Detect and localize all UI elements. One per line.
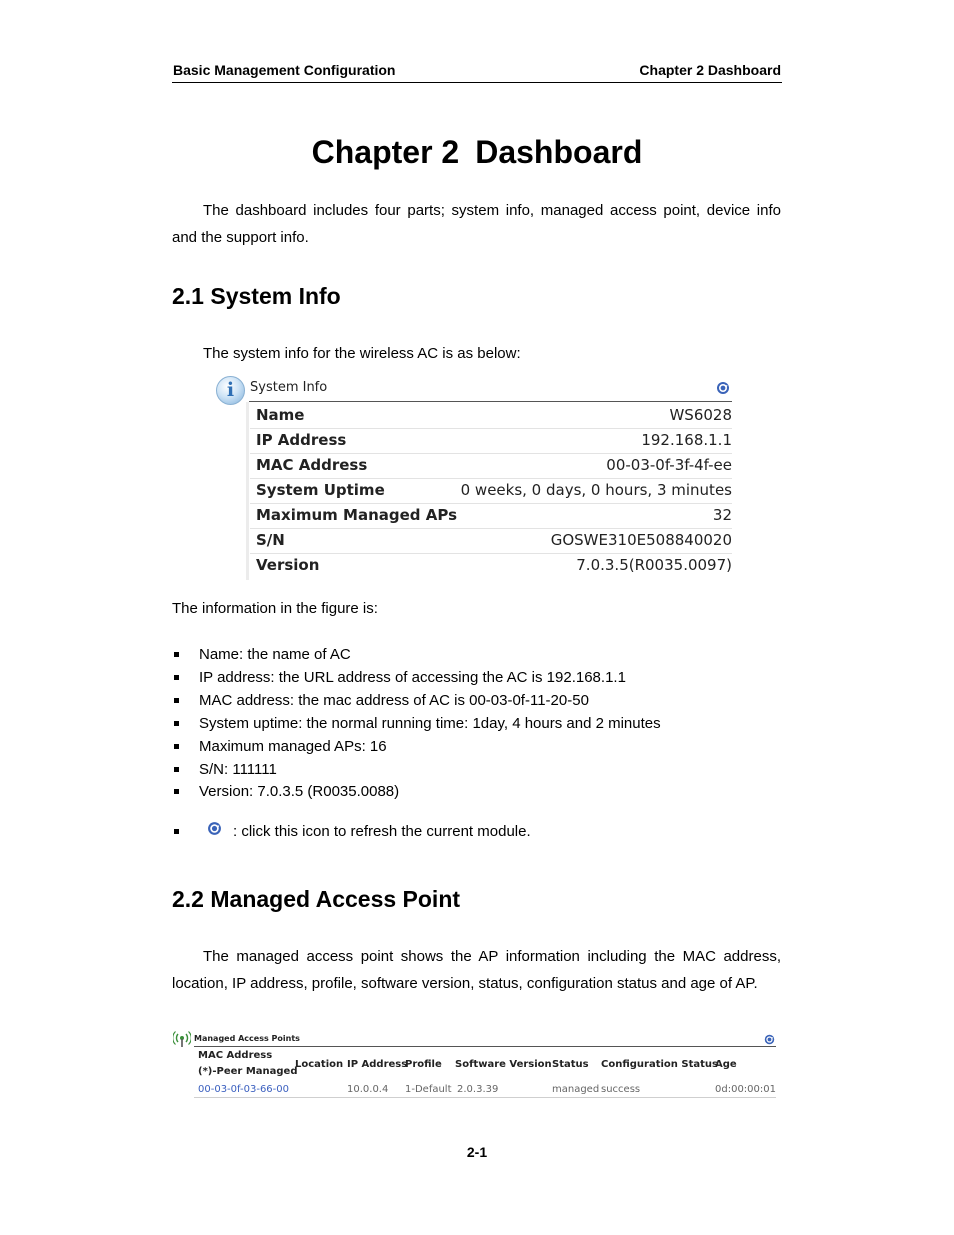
cell-config: success xyxy=(601,1084,641,1095)
row-value: GOSWE310E508840020 xyxy=(550,531,732,549)
widget-divider xyxy=(249,401,732,402)
list-item: Version: 7.0.3.5 (R0035.0088) xyxy=(199,783,400,800)
row-label: Maximum Managed APs xyxy=(256,506,458,524)
cell-profile: 1-Default xyxy=(405,1084,452,1095)
bullet-marker xyxy=(174,789,179,794)
cell-age: 0d:00:00:01 xyxy=(715,1084,776,1095)
list-item: S/N: 111111 xyxy=(199,761,277,778)
widget-divider xyxy=(194,1046,776,1047)
col-location: Location xyxy=(295,1059,344,1070)
row-label: S/N xyxy=(256,531,285,549)
row-system-uptime xyxy=(250,478,732,504)
col-software-version: Software Version xyxy=(455,1059,552,1070)
bullet-marker xyxy=(174,721,179,726)
row-divider xyxy=(194,1097,776,1098)
header-right: Chapter 2 Dashboard xyxy=(639,62,781,78)
managed-ap-paragraph xyxy=(172,943,781,997)
refresh-icon[interactable] xyxy=(764,1034,775,1045)
cell-ip: 10.0.0.4 xyxy=(347,1084,389,1095)
bullet-marker xyxy=(174,675,179,680)
managed-ap-title: Managed Access Points xyxy=(194,1034,300,1043)
header-left: Basic Management Configuration xyxy=(173,62,396,78)
row-version xyxy=(250,553,732,578)
refresh-icon[interactable] xyxy=(207,821,222,836)
wireless-ap-icon xyxy=(173,1030,191,1048)
intro-text: The dashboard includes four parts; system info, managed access point, device info and the support info. xyxy=(172,202,781,246)
bullet-marker xyxy=(174,744,179,749)
row-sn xyxy=(250,528,732,554)
page-header xyxy=(172,62,782,83)
section-heading-system-info: 2.1 System Info xyxy=(172,283,341,309)
section-heading-managed-ap: 2.2 Managed Access Point xyxy=(172,886,461,912)
col-profile: Profile xyxy=(405,1059,442,1070)
row-mac-address xyxy=(250,453,732,479)
row-value: 00-03-0f-3f-4f-ee xyxy=(606,456,732,474)
row-value: WS6028 xyxy=(669,406,732,424)
row-name xyxy=(250,403,732,429)
list-item: IP address: the URL address of accessing the AC is 192.168.1.1 xyxy=(199,669,626,686)
figure-intro: The information in the figure is: xyxy=(172,600,378,617)
cell-status: managed xyxy=(552,1084,600,1095)
bullet-marker xyxy=(174,652,179,657)
row-max-managed-aps xyxy=(250,503,732,529)
col-mac-address: MAC Address xyxy=(198,1050,273,1061)
info-icon: i xyxy=(216,376,245,405)
row-value: 32 xyxy=(712,506,732,524)
list-item: System uptime: the normal running time: 1day, 4 hours and 2 minutes xyxy=(199,715,661,732)
cell-mac-link[interactable]: 00-03-0f-03-66-00 xyxy=(198,1084,290,1095)
col-status: Status xyxy=(552,1059,589,1070)
page-number: 2-1 xyxy=(466,1144,488,1160)
list-item: Maximum managed APs: 16 xyxy=(199,738,387,755)
system-info-title: System Info xyxy=(250,380,328,395)
managed-access-points-widget xyxy=(172,1028,777,1100)
row-value: 192.168.1.1 xyxy=(641,431,732,449)
row-label: MAC Address xyxy=(256,456,368,474)
chapter-number: Chapter 2 xyxy=(311,134,460,170)
refresh-note: : click this icon to refresh the current module. xyxy=(233,823,531,840)
system-info-widget xyxy=(216,372,736,582)
widget-shade xyxy=(246,402,249,580)
row-label: Version xyxy=(256,556,320,574)
col-peer-managed: (*)-Peer Managed xyxy=(198,1066,298,1077)
row-label: Name xyxy=(256,406,305,424)
row-label: System Uptime xyxy=(256,481,385,499)
col-age: Age xyxy=(715,1059,737,1070)
cell-software: 2.0.3.39 xyxy=(457,1084,499,1095)
row-value: 0 weeks, 0 days, 0 hours, 3 minutes xyxy=(460,481,732,499)
bullet-marker xyxy=(174,698,179,703)
managed-ap-text: The managed access point shows the AP information including the MAC address, location, IP address, profile, software version, status, configuration status and age of AP. xyxy=(172,948,781,992)
bullet-marker xyxy=(174,767,179,772)
row-value: 7.0.3.5(R0035.0097) xyxy=(576,556,732,574)
bullet-marker xyxy=(174,829,179,834)
row-ip-address xyxy=(250,428,732,454)
list-item: MAC address: the mac address of AC is 00-03-0f-11-20-50 xyxy=(199,692,589,709)
col-ip-address: IP Address xyxy=(347,1059,408,1070)
refresh-icon[interactable] xyxy=(716,381,730,395)
list-item: Name: the name of AC xyxy=(199,646,351,663)
chapter-name: Dashboard xyxy=(475,134,643,170)
system-info-lead: The system info for the wireless AC is as below: xyxy=(203,345,521,362)
col-configuration-status: Configuration Status xyxy=(601,1059,718,1070)
chapter-title xyxy=(0,134,954,171)
intro-paragraph xyxy=(172,197,781,251)
row-label: IP Address xyxy=(256,431,347,449)
